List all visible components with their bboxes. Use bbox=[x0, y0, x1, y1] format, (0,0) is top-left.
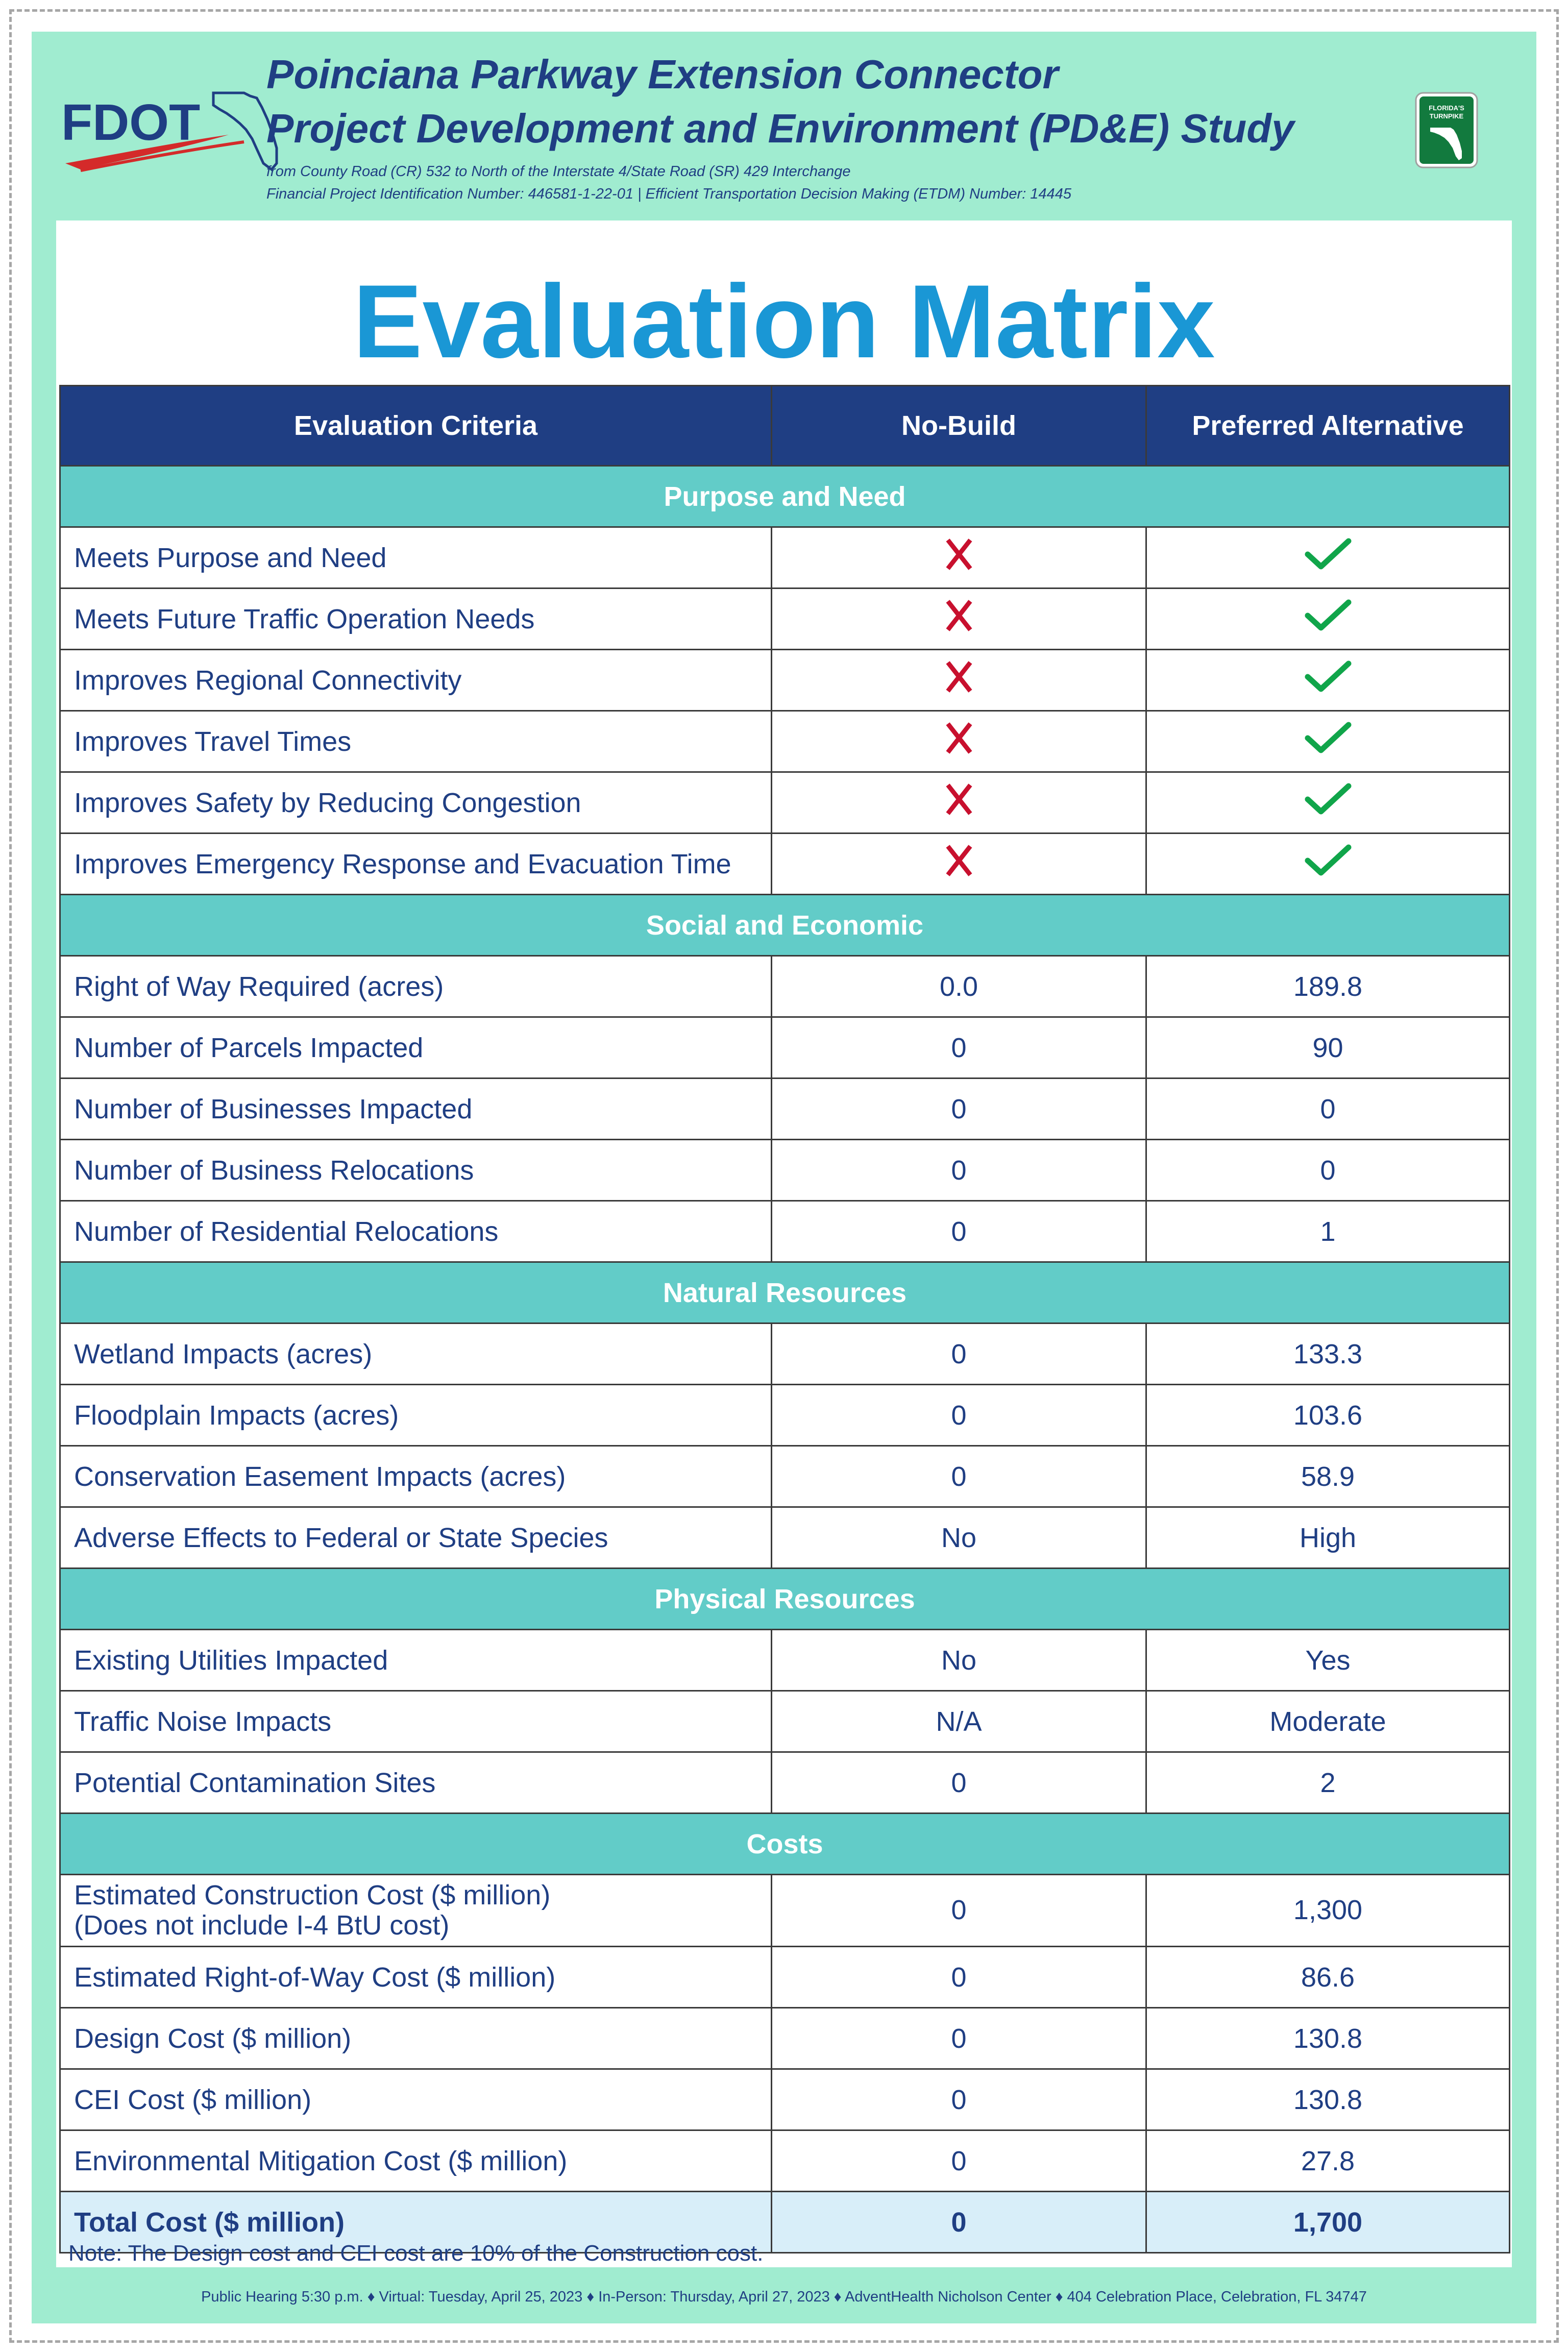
criterion-label: Conservation Easement Impacts (acres) bbox=[74, 1461, 566, 1492]
criterion-cell bbox=[60, 527, 772, 589]
table-row bbox=[60, 772, 1510, 834]
no-build-value: 0 bbox=[772, 2130, 1146, 2192]
table-row bbox=[60, 1630, 1510, 1691]
preferred-value: 1,300 bbox=[1146, 1875, 1510, 1947]
criterion-label: Improves Regional Connectivity bbox=[74, 665, 462, 696]
table-row bbox=[60, 711, 1510, 772]
x-icon bbox=[935, 534, 984, 581]
x-icon bbox=[935, 779, 984, 826]
criterion-cell bbox=[60, 589, 772, 650]
criterion-label: CEI Cost ($ million) bbox=[74, 2084, 312, 2115]
criterion-label: Number of Residential Relocations bbox=[74, 1216, 499, 1247]
no-build-value: 0 bbox=[772, 2008, 1146, 2069]
table-row bbox=[60, 1324, 1510, 1385]
table-row bbox=[60, 1201, 1510, 1262]
check-icon bbox=[1304, 534, 1353, 581]
table-row bbox=[60, 2069, 1510, 2130]
section-row bbox=[60, 466, 1510, 527]
criterion-label-line2: (Does not include I-4 BtU cost) bbox=[74, 1910, 450, 1941]
criterion-cell bbox=[60, 1752, 772, 1814]
column-header-criteria: Evaluation Criteria bbox=[60, 386, 772, 466]
total-no-build-value: 0 bbox=[772, 2192, 1146, 2253]
table-row bbox=[60, 956, 1510, 1017]
table-row bbox=[60, 527, 1510, 589]
criterion-cell bbox=[60, 2130, 772, 2192]
preferred-value: 2 bbox=[1146, 1752, 1510, 1814]
criterion-label: Number of Parcels Impacted bbox=[74, 1032, 424, 1063]
svg-text:TURNPIKE: TURNPIKE bbox=[1429, 112, 1464, 120]
criterion-label: Wetland Impacts (acres) bbox=[74, 1338, 373, 1369]
preferred-value-cell bbox=[1146, 589, 1510, 650]
x-icon bbox=[935, 595, 984, 643]
no-build-value: 0 bbox=[772, 1875, 1146, 1947]
criterion-label: Existing Utilities Impacted bbox=[74, 1645, 388, 1676]
table-row bbox=[60, 1752, 1510, 1814]
no-build-value: 0 bbox=[772, 1947, 1146, 2008]
criterion-cell bbox=[60, 2008, 772, 2069]
check-icon bbox=[1304, 718, 1353, 765]
section-title: Purpose and Need bbox=[60, 466, 1510, 527]
criterion-label: Estimated Construction Cost ($ million) bbox=[74, 1879, 551, 1910]
table-row bbox=[60, 1079, 1510, 1140]
table-row bbox=[60, 834, 1510, 895]
criterion-cell bbox=[60, 1630, 772, 1691]
preferred-value: 133.3 bbox=[1146, 1324, 1510, 1385]
table-row bbox=[60, 1140, 1510, 1201]
criterion-cell bbox=[60, 1947, 772, 2008]
criterion-cell bbox=[60, 1691, 772, 1752]
no-build-value: 0 bbox=[772, 2069, 1146, 2130]
criterion-cell bbox=[60, 1201, 772, 1262]
criterion-cell bbox=[60, 1446, 772, 1507]
no-build-value-cell bbox=[772, 650, 1146, 711]
matrix-title: Evaluation Matrix bbox=[353, 263, 1215, 380]
total-cost-label: Total Cost ($ million) bbox=[60, 2192, 772, 2253]
section-title: Social and Economic bbox=[60, 895, 1510, 956]
criterion-label: Traffic Noise Impacts bbox=[74, 1706, 332, 1737]
table-row bbox=[60, 2130, 1510, 2192]
criterion-cell bbox=[60, 834, 772, 895]
criterion-label: Estimated Right-of-Way Cost ($ million) bbox=[74, 1962, 556, 1993]
no-build-value: 0 bbox=[772, 1201, 1146, 1262]
project-subtitle-line1: from County Road (CR) 532 to North of the Interstate 4/State Road (SR) 429 Interchange bbox=[266, 163, 851, 180]
criterion-label: Floodplain Impacts (acres) bbox=[74, 1400, 399, 1431]
table-row bbox=[60, 1875, 1510, 1947]
criterion-cell bbox=[60, 772, 772, 834]
no-build-value: 0 bbox=[772, 1446, 1146, 1507]
preferred-value: Yes bbox=[1146, 1630, 1510, 1691]
criterion-cell bbox=[60, 1079, 772, 1140]
project-title-line2: Project Development and Environment (PD&E) Study bbox=[266, 106, 1294, 151]
criterion-label: Potential Contamination Sites bbox=[74, 1767, 436, 1798]
svg-text:FLORIDA'S: FLORIDA'S bbox=[1429, 104, 1464, 112]
criterion-cell bbox=[60, 650, 772, 711]
section-row bbox=[60, 1569, 1510, 1630]
section-title: Natural Resources bbox=[60, 1262, 1510, 1324]
no-build-value: 0 bbox=[772, 1079, 1146, 1140]
criterion-label: Environmental Mitigation Cost ($ million) bbox=[74, 2145, 568, 2176]
criterion-cell bbox=[60, 1875, 772, 1947]
preferred-value: 27.8 bbox=[1146, 2130, 1510, 2192]
table-row bbox=[60, 1446, 1510, 1507]
criterion-cell bbox=[60, 956, 772, 1017]
no-build-value: 0 bbox=[772, 1017, 1146, 1079]
public-hearing-footer: Public Hearing 5:30 p.m. ♦ Virtual: Tuesday, April 25, 2023 ♦ In-Person: Thursday, April 27, 2023 ♦ AdventHealth Nicholson Center ♦ 404 Celebration Place, Celebration, FL 34747 bbox=[201, 2289, 1367, 2305]
preferred-value-cell bbox=[1146, 772, 1510, 834]
section-row bbox=[60, 895, 1510, 956]
poster bbox=[32, 32, 1536, 2323]
x-icon bbox=[935, 718, 984, 765]
table-row bbox=[60, 1691, 1510, 1752]
no-build-value-cell bbox=[772, 711, 1146, 772]
column-header-no-build: No-Build bbox=[772, 386, 1146, 466]
criterion-cell bbox=[60, 1385, 772, 1446]
evaluation-matrix-table bbox=[59, 385, 1510, 2253]
no-build-value: No bbox=[772, 1507, 1146, 1569]
criterion-label: Improves Safety by Reducing Congestion bbox=[74, 787, 581, 818]
no-build-value: N/A bbox=[772, 1691, 1146, 1752]
total-preferred-value: 1,700 bbox=[1146, 2192, 1510, 2253]
criterion-label: Adverse Effects to Federal or State Species bbox=[74, 1522, 608, 1553]
preferred-value: Moderate bbox=[1146, 1691, 1510, 1752]
no-build-value-cell bbox=[772, 772, 1146, 834]
no-build-value: No bbox=[772, 1630, 1146, 1691]
no-build-value: 0 bbox=[772, 1752, 1146, 1814]
preferred-value-cell bbox=[1146, 527, 1510, 589]
no-build-value-cell bbox=[772, 527, 1146, 589]
preferred-value: 0 bbox=[1146, 1140, 1510, 1201]
check-icon bbox=[1304, 595, 1353, 643]
criterion-label: Improves Travel Times bbox=[74, 726, 352, 757]
section-row bbox=[60, 1814, 1510, 1875]
criterion-label: Meets Future Traffic Operation Needs bbox=[74, 603, 535, 634]
florida-turnpike-logo bbox=[1415, 92, 1478, 168]
no-build-value: 0.0 bbox=[772, 956, 1146, 1017]
preferred-value-cell bbox=[1146, 650, 1510, 711]
x-icon bbox=[935, 840, 984, 888]
criterion-label: Number of Businesses Impacted bbox=[74, 1093, 473, 1124]
table-row bbox=[60, 1947, 1510, 2008]
preferred-value: 130.8 bbox=[1146, 2069, 1510, 2130]
preferred-value: 103.6 bbox=[1146, 1385, 1510, 1446]
section-row bbox=[60, 1262, 1510, 1324]
preferred-value: 58.9 bbox=[1146, 1446, 1510, 1507]
preferred-value: 130.8 bbox=[1146, 2008, 1510, 2069]
table-header-row bbox=[60, 386, 1510, 466]
section-title: Physical Resources bbox=[60, 1569, 1510, 1630]
no-build-value: 0 bbox=[772, 1324, 1146, 1385]
check-icon bbox=[1304, 656, 1353, 704]
criterion-label: Improves Emergency Response and Evacuation Time bbox=[74, 848, 731, 879]
no-build-value-cell bbox=[772, 589, 1146, 650]
criterion-cell bbox=[60, 1017, 772, 1079]
preferred-value: 90 bbox=[1146, 1017, 1510, 1079]
preferred-value: 0 bbox=[1146, 1079, 1510, 1140]
check-icon bbox=[1304, 779, 1353, 826]
criterion-cell bbox=[60, 1507, 772, 1569]
cost-note: Note: The Design cost and CEI cost are 10% of the Construction cost. bbox=[68, 2241, 764, 2266]
criterion-label: Meets Purpose and Need bbox=[74, 542, 387, 573]
section-title: Costs bbox=[60, 1814, 1510, 1875]
project-subtitle-line2: Financial Project Identification Number: 446581-1-22-01 | Efficient Transportation Decision Making (ETDM) Number: 14445 bbox=[266, 186, 1071, 202]
table-row bbox=[60, 1017, 1510, 1079]
table-row bbox=[60, 589, 1510, 650]
no-build-value: 0 bbox=[772, 1385, 1146, 1446]
no-build-value-cell bbox=[772, 834, 1146, 895]
project-title-line1: Poinciana Parkway Extension Connector bbox=[266, 52, 1059, 97]
criterion-cell bbox=[60, 711, 772, 772]
table-row bbox=[60, 1507, 1510, 1569]
criterion-cell bbox=[60, 2069, 772, 2130]
preferred-value: 86.6 bbox=[1146, 1947, 1510, 2008]
table-row bbox=[60, 1385, 1510, 1446]
criterion-cell bbox=[60, 1324, 772, 1385]
no-build-value: 0 bbox=[772, 1140, 1146, 1201]
criterion-cell bbox=[60, 1140, 772, 1201]
svg-text:FDOT: FDOT bbox=[61, 94, 201, 151]
x-icon bbox=[935, 656, 984, 704]
evaluation-panel bbox=[56, 220, 1512, 2267]
table-row bbox=[60, 650, 1510, 711]
criterion-label: Right of Way Required (acres) bbox=[74, 971, 444, 1002]
table-row bbox=[60, 2008, 1510, 2069]
fdot-logo bbox=[60, 83, 280, 175]
preferred-value: 1 bbox=[1146, 1201, 1510, 1262]
column-header-preferred: Preferred Alternative bbox=[1146, 386, 1510, 466]
preferred-value-cell bbox=[1146, 834, 1510, 895]
check-icon bbox=[1304, 840, 1353, 888]
preferred-value-cell bbox=[1146, 711, 1510, 772]
preferred-value: 189.8 bbox=[1146, 956, 1510, 1017]
preferred-value: High bbox=[1146, 1507, 1510, 1569]
criterion-label: Number of Business Relocations bbox=[74, 1155, 474, 1186]
criterion-label: Design Cost ($ million) bbox=[74, 2023, 352, 2054]
